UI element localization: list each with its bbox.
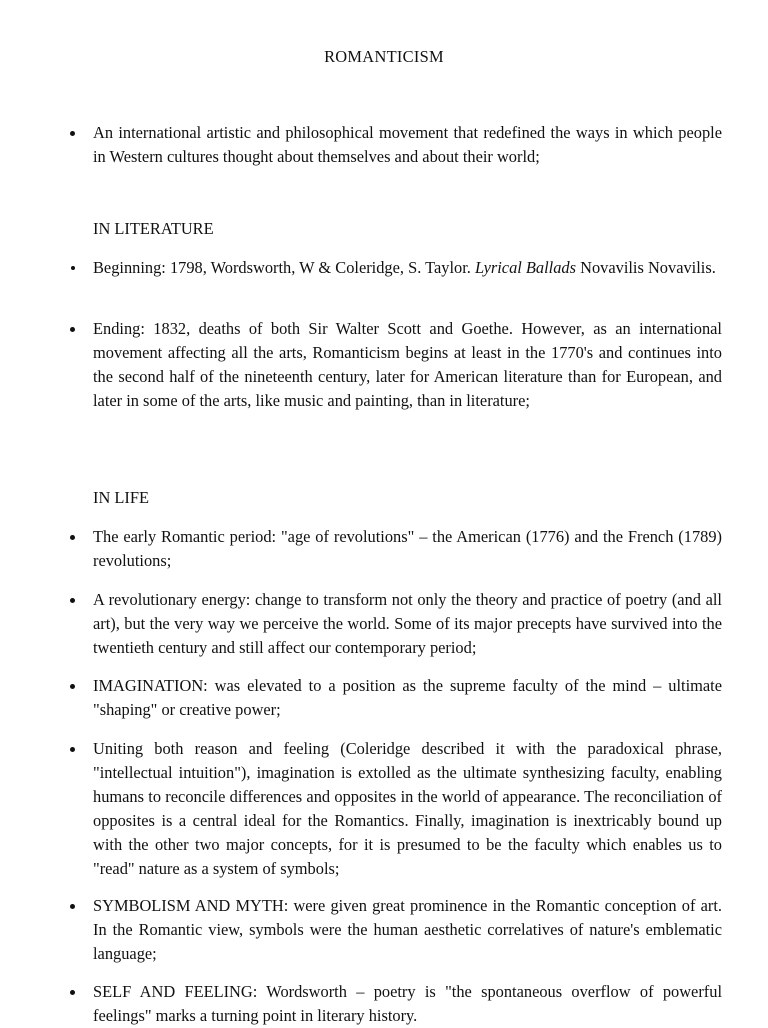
bullet-symbolism-myth: SYMBOLISM AND MYTH: were given great prominence in the Romantic conception of art. In the Romantic view, symbols were the human aesthetic correlatives of nature's emblematic language;	[93, 894, 722, 966]
bullet-beginning	[93, 256, 722, 280]
bullet-imagination: IMAGINATION: was elevated to a position as the supreme faculty of the mind – ultimate "shaping" or creative power;	[93, 674, 722, 722]
bullet-reason-feeling: Uniting both reason and feeling (Coleridge described it with the paradoxical phrase, "intellectual intuition"), imagination is extolled as the ultimate synthesizing faculty, enabling humans to reconcile differences and opposites in the world of appearance. The reconciliation of opposites is a central ideal for the Romantics. Finally, imagination is inextricably bound up with the other two major concepts, for it is presumed to be the faculty which enables us to "read" nature as a system of symbols;	[93, 737, 722, 881]
beginning-tail: Novavilis Novavilis.	[580, 258, 716, 277]
bullet-early-period: The early Romantic period: "age of revolutions" – the American (1776) and the French (1789) revolutions;	[93, 525, 722, 573]
bullet-revolutionary-energy: A revolutionary energy: change to transform not only the theory and practice of poetry (and all art), but the very way we perceive the world. Some of its major precepts have survived into the twentieth century and still affect our contemporary period;	[93, 588, 722, 660]
bullet-ending: Ending: 1832, deaths of both Sir Walter Scott and Goethe. However, as an international movement affecting all the arts, Romanticism begins at least in the 1770's and continues into the second half of the nineteenth century, later for American literature than for European, and later in some of the arts, like music and painting, than in literature;	[93, 317, 722, 413]
lyrical-ballads-title: Lyrical Ballads	[474, 258, 577, 277]
bullet-self-feeling: SELF AND FEELING: Wordsworth – poetry is "the spontaneous overflow of powerful feelings" marks a turning point in literary history.	[93, 980, 722, 1028]
section-heading-life: IN LIFE	[93, 488, 149, 507]
section-heading-literature: IN LITERATURE	[93, 219, 214, 238]
beginning-text: Beginning: 1798, Wordsworth, W & Coleridge, S. Taylor.	[93, 258, 471, 277]
intro-bullet: An international artistic and philosophical movement that redefined the ways in which people in Western cultures thought about themselves and about their world;	[93, 121, 722, 169]
page-title: ROMANTICISM	[324, 47, 444, 66]
